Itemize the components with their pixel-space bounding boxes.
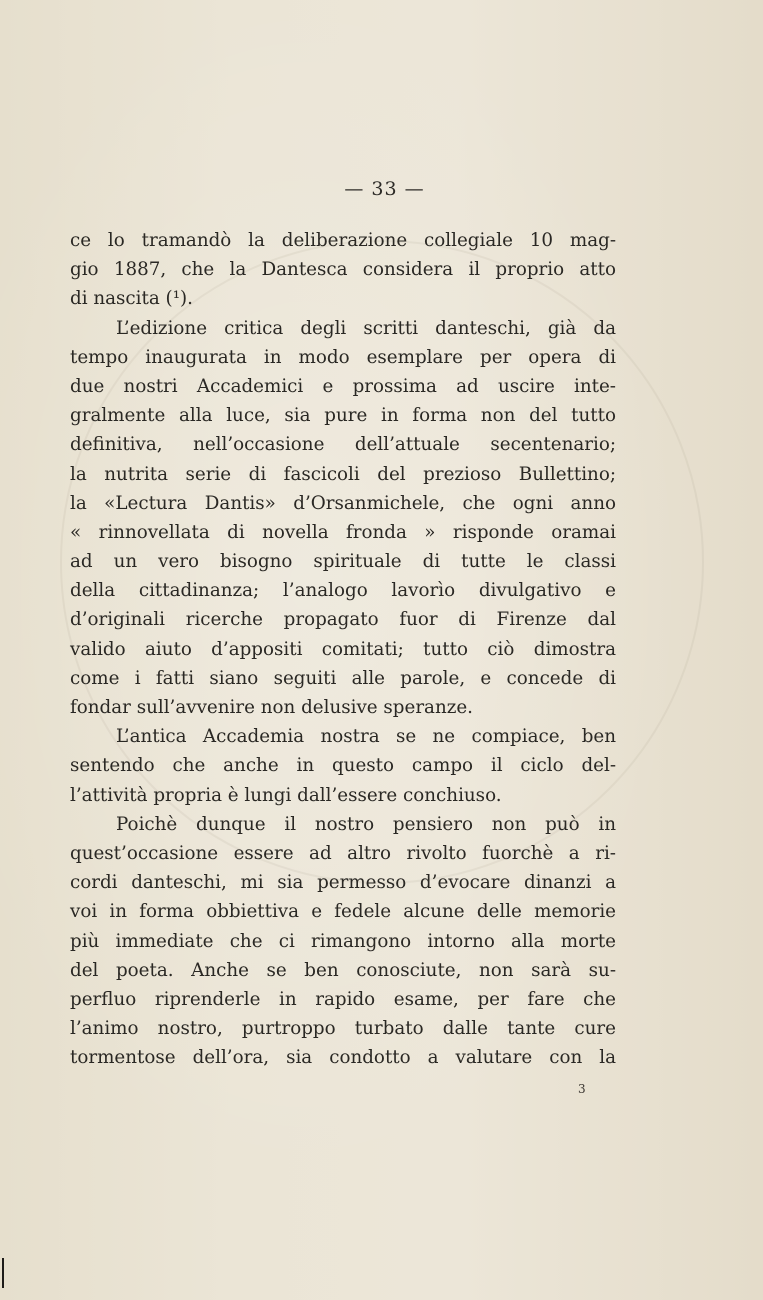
text-line: valido aiuto d’appositi comitati; tutto ciò dimostra (70, 638, 616, 660)
text-line: definitiva, nell’occasione dell’attuale secentenario; (70, 434, 616, 456)
text-line: del poeta. Anche se ben conosciute, non sarà su- (70, 959, 616, 981)
page-number: — 33 — (344, 178, 425, 200)
text-line: l’attività propria è lungi dall’essere conchiuso. (70, 784, 502, 806)
body-text (70, 226, 616, 1072)
text-line: la «Lectura Dantis» d’Orsanmichele, che ogni anno (70, 492, 616, 514)
text-line: della cittadinanza; l’analogo lavorìo divulgativo e (70, 580, 616, 602)
text-line: l’animo nostro, purtroppo turbato dalle tante cure (70, 1018, 616, 1040)
text-line: ad un vero bisogno spirituale di tutte le classi (70, 551, 616, 573)
binding-edge-mark (2, 1258, 4, 1288)
text-line: gio 1887, che la Dantesca considera il proprio atto (70, 259, 616, 281)
text-line: più immediate che ci rimangono intorno alla morte (70, 930, 616, 952)
text-line: « rinnovellata di novella fronda » risponde oramai (70, 521, 616, 543)
paragraph-start: Poichè dunque il nostro pensiero non può in (116, 813, 616, 835)
text-line: tormentose dell’ora, sia condotto a valutare con la (70, 1047, 616, 1069)
text-line: d’originali ricerche propagato fuor di Firenze dal (70, 609, 616, 631)
paragraph-start: L’antica Accademia nostra se ne compiace, ben (116, 726, 616, 748)
text-line: gralmente alla luce, sia pure in forma non del tutto (70, 405, 616, 427)
text-line: come i fatti siano seguiti alle parole, e concede di (70, 667, 616, 689)
text-line: cordi danteschi, mi sia permesso d’evocare dinanzi a (70, 872, 616, 894)
text-line: voi in forma obbiettiva e fedele alcune delle memorie (70, 901, 616, 923)
text-line: ce lo tramandò la deliberazione collegiale 10 mag- (70, 230, 616, 251)
text-line: perfluo riprenderle in rapido esame, per fare che (70, 988, 616, 1010)
paragraph-start: L’edizione critica degli scritti danteschi, già da (116, 317, 616, 339)
text-line: la nutrita serie di fascicoli del prezioso Bullettino; (70, 463, 616, 485)
text-line: fondar sull’avvenire non delusive speranze. (70, 697, 473, 718)
signature-mark: 3 (578, 1082, 586, 1096)
text-line: tempo inaugurata in modo esemplare per opera di (70, 346, 616, 368)
text-line: di nascita (¹). (70, 288, 193, 310)
text-line: quest’occasione essere ad altro rivolto fuorchè a ri- (70, 842, 616, 864)
text-line: sentendo che anche in questo campo il ciclo del- (70, 755, 616, 777)
text-line: due nostri Accademici e prossima ad uscire inte- (70, 375, 616, 397)
